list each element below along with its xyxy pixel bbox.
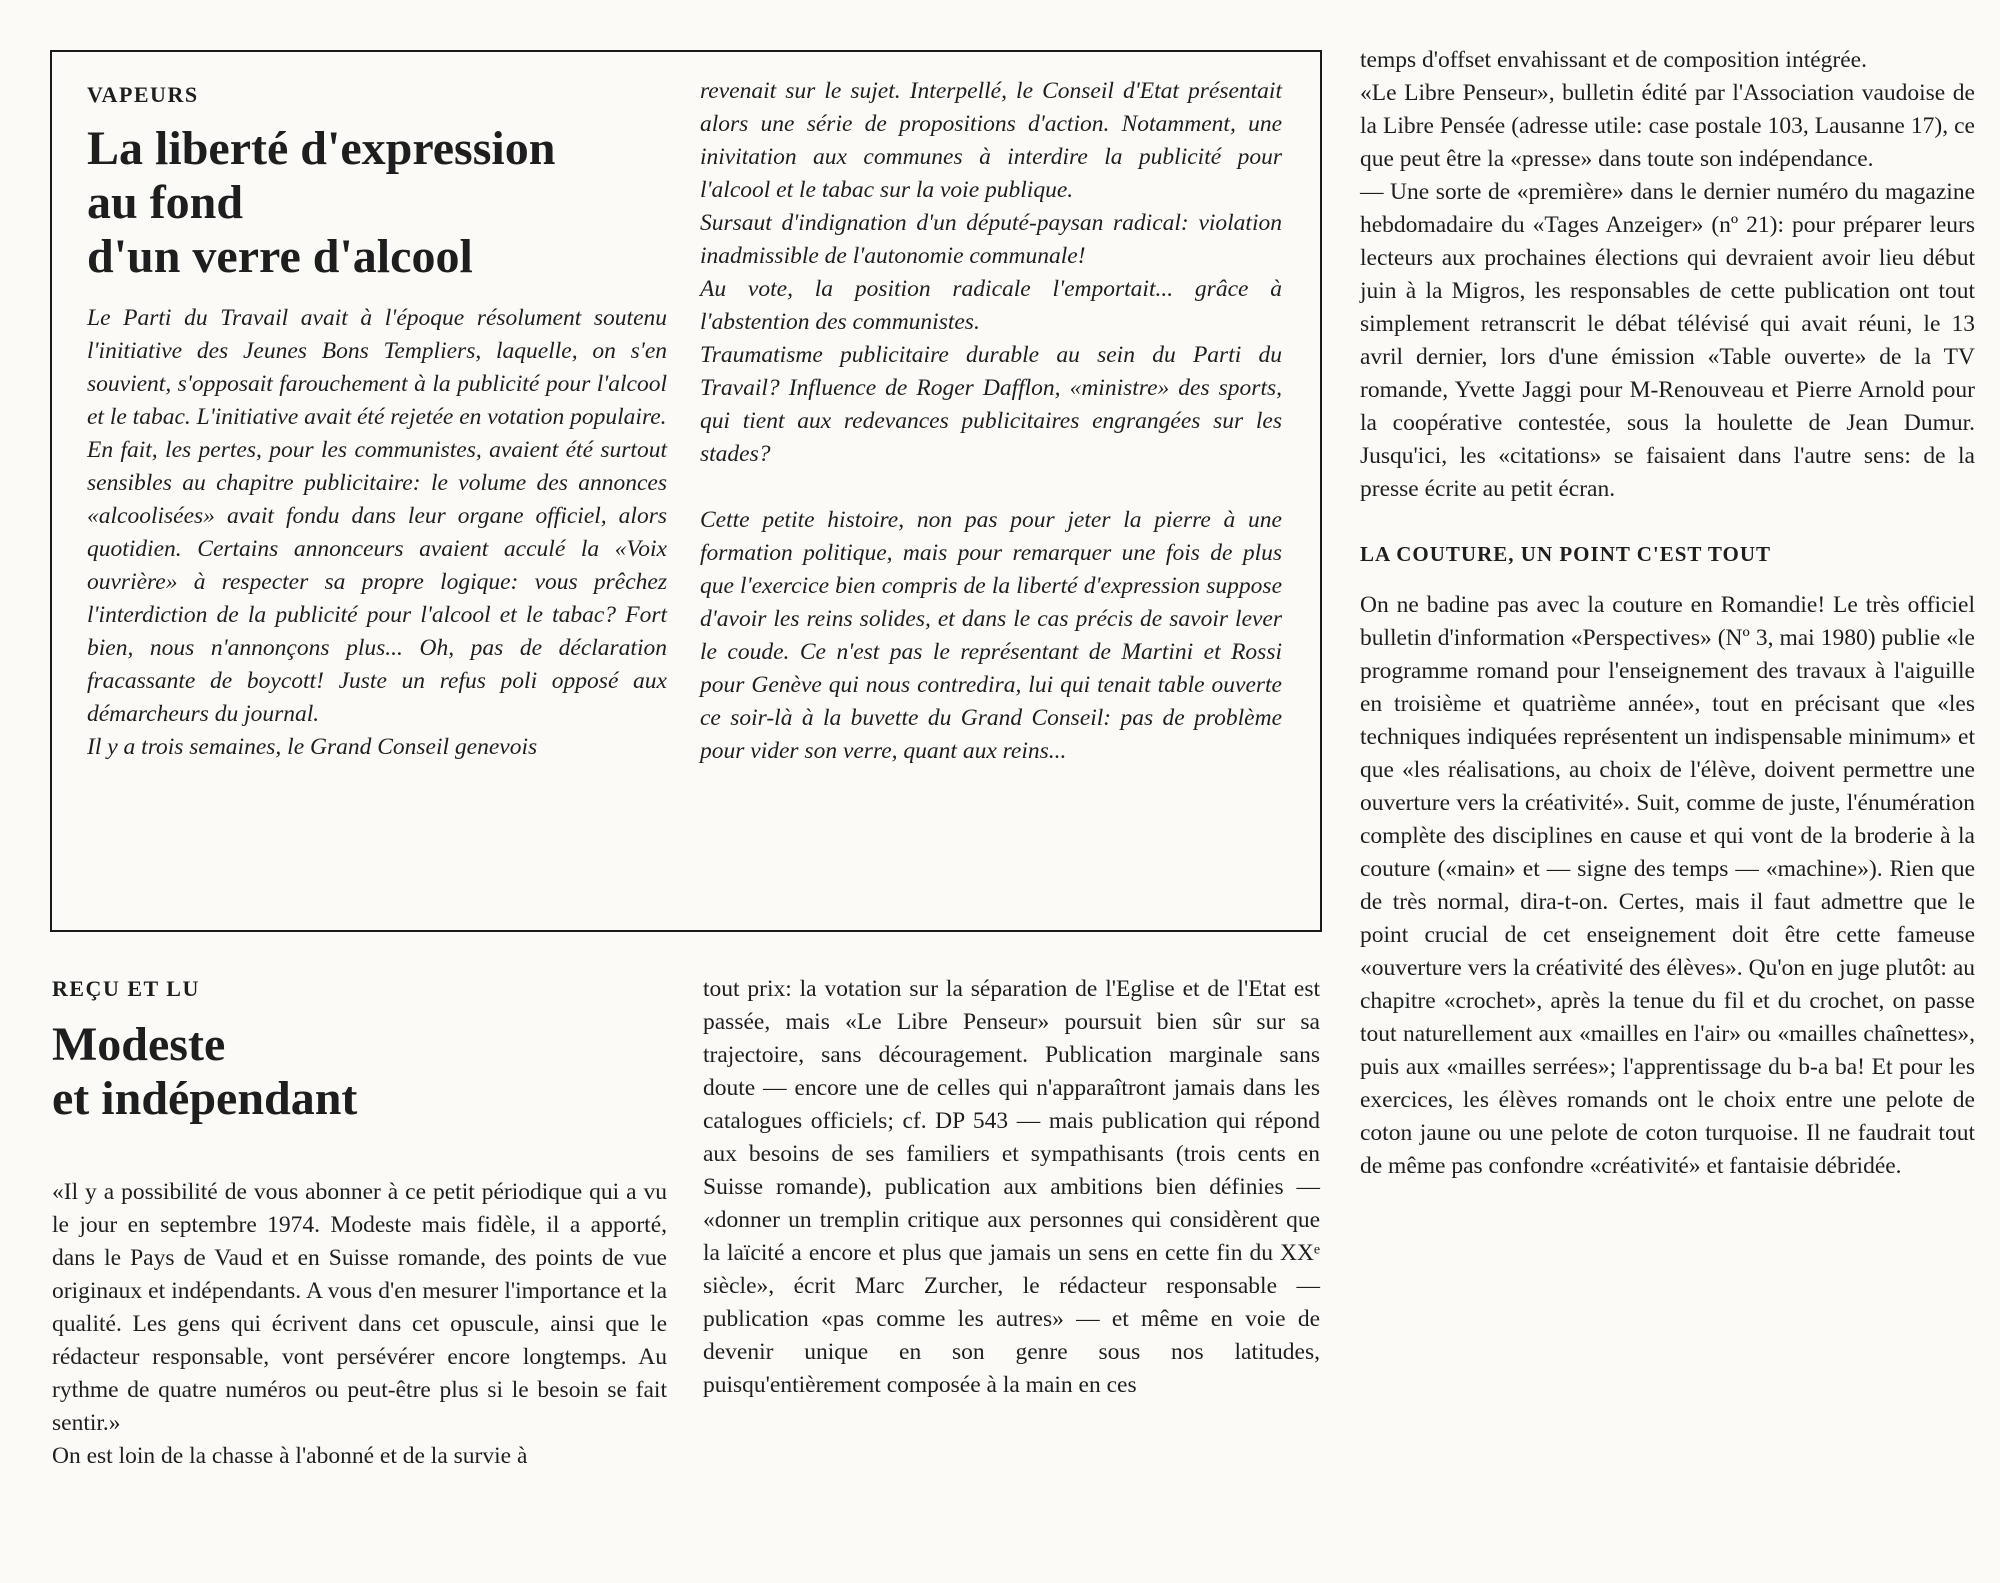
- bottom-headline: Modeste et indépendant: [52, 1018, 358, 1125]
- article-paragraph: tout prix: la votation sur la séparation de l'Eglise et de l'Etat est passée, mais «Le Libre Penseur» poursuit bien sûr sur sa trajectoire, sans découragement. Publication marginale sans doute — encore une de celles qui n'apparaîtront jamais dans les catalogues officiels; cf. DP 543 — mais publication qui répond aux besoins de ses familiers et sympathisants (trois cents en Suisse romande), publication aux ambitions bien définies — «donner un tremplin critique aux personnes qui considèrent que la laïcité a encore et plus que jamais un sens en cette fin du XXᵉ siècle», écrit Marc Zurcher, le rédacteur responsable — publication «pas comme les autres» — et même en voie de devenir unique en son genre sous nos latitudes, puisqu'entièrement composée à la main en ces: [703, 976, 1320, 1398]
- box-left-column: [87, 82, 667, 764]
- bottom-left-body: [52, 1176, 667, 1473]
- box-paragraph: Sursaut d'indignation d'un député-paysan radical: violation inadmissible de l'autonomie communale!: [700, 210, 1282, 269]
- box-paragraph: Le Parti du Travail avait à l'époque résolument soutenu l'initiative des Jeunes Bons Templiers, laquelle, on s'en souvient, s'opposait farouchement à la publicité pour l'alcool et le tabac. L'initiative avait été rejetée en votation populaire.: [87, 305, 667, 430]
- article-paragraph: On est loin de la chasse à l'abonné et de la survie à: [52, 1443, 528, 1469]
- box-left-body: [87, 302, 667, 764]
- box-paragraph: Cette petite histoire, non pas pour jeter la pierre à une formation politique, mais pour remarquer une fois de plus que l'exercice bien compris de la liberté d'expression suppose d'avoir les reins solides, et dans le cas précis de savoir lever le coude. Ce n'est pas le représentant de Martini et Rossi pour Genève qui nous contredira, lui qui tenait table ouverte ce soir-là à la buvette du Grand Conseil: pas de problème pour vider son verre, quant aux reins...: [700, 507, 1282, 764]
- section-heading: LA COUTURE, UN POINT C'EST TOUT: [1360, 542, 1772, 566]
- box-paragraph: Traumatisme publicitaire durable au sein du Parti du Travail? Influence de Roger Dafflon, «ministre» des sports, qui tient aux redevances publicitaires engrangées sur les stades?: [700, 342, 1282, 467]
- box-headline: La liberté d'expression au fond d'un verre d'alcool: [87, 122, 556, 283]
- box-paragraph: Au vote, la position radicale l'emportait... grâce à l'abstention des communistes.: [700, 276, 1282, 335]
- box-paragraph: En fait, les pertes, pour les communistes, avaient été surtout sensibles au chapitre publicitaire: le volume des annonces «alcoolisées» avait fondu dans leur organe officiel, alors quotidien. Certains annonceurs avaient acculé la «Voix ouvrière» à respecter sa propre logique: vous prêchez l'interdiction de la publicité pour l'alcool et le tabac? Fort bien, nous n'annonçons plus... Oh, pas de déclaration fracassante de boycott! Juste un refus poli opposé aux démarcheurs du journal.: [87, 437, 667, 727]
- bottom-middle-column: [703, 973, 1320, 1402]
- article-paragraph: On ne badine pas avec la couture en Romandie! Le très officiel bulletin d'information «Perspectives» (Nº 3, mai 1980) publie «le programme romand pour l'enseignement des travaux à l'aiguille en troisième et quatrième année», tout en précisant que «les techniques indiquées représentent un indispensable minimum» et que «les réalisations, au choix de l'élève, doivent permettre une ouverture vers la créativité». Suit, comme de juste, l'énumération complète des disciplines en cause et qui vont de la broderie à la couture («main» et — signe des temps — «machine»). Rien que de très normal, dira-t-on. Certes, mais il faut admettre que le point crucial de cet enseignement doit être cette fameuse «ouverture vers la créativité des élèves». Qu'on en juge plutôt: au chapitre «crochet», après la tenue du fil et du crochet, on passe tout naturellement aux «mailles en l'air» ou «mailles chaînettes», puis aux «mailles serrées»; l'apprentissage du b-a ba! Et pour les exercices, les élèves romands ont le choix entre une pelote de coton jaune ou une pelote de coton turquoise. Il ne faudrait tout de même pas confondre «créativité» et fantaisie débridée.: [1360, 592, 1975, 1179]
- article-paragraph: — Une sorte de «première» dans le dernier numéro du magazine hebdomadaire du «Tages Anzeiger» (nº 21): pour préparer leurs lecteurs aux prochaines élections qui devraient avoir lieu début juin à la Migros, les responsables de cette publication ont tout simplement retranscrit le débat télévisé qui avait réuni, le 13 avril dernier, lors d'une émission «Table ouverte» de la TV romande, Yvette Jaggi pour M-Renouveau et Pierre Arnold pour la coopérative contestée, sous la houlette de Jean Dumur. Jusqu'ici, les «citations» se faisaient dans l'autre sens: de la presse écrite au petit écran.: [1360, 179, 1975, 502]
- box-paragraph: revenait sur le sujet. Interpellé, le Conseil d'Etat présentait alors une série de propositions d'action. Notamment, une inivitation aux communes à interdire la publicité pour l'alcool et le tabac sur la voie publique.: [700, 78, 1282, 203]
- box-kicker: VAPEURS: [87, 82, 199, 107]
- article-paragraph: «Il y a possibilité de vous abonner à ce petit périodique qui a vu le jour en septembre 1974. Modeste mais fidèle, il a apporté, dans le Pays de Vaud et en Suisse romande, des points de vue originaux et indépendants. A vous d'en mesurer l'importance et la qualité. Les gens qui écrivent dans cet opuscule, ainsi que le rédacteur responsable, vont persévérer encore longtemps. Au rythme de quatre numéros ou peut-être plus si le besoin se fait sentir.»: [52, 1179, 667, 1436]
- box-right-column: [700, 75, 1282, 768]
- bottom-kicker: REÇU ET LU: [52, 976, 200, 1001]
- right-column: [1360, 44, 1975, 1183]
- bottom-left-column: [52, 976, 667, 1473]
- article-paragraph: «Le Libre Penseur», bulletin édité par l'Association vaudoise de la Libre Pensée (adresse utile: case postale 103, Lausanne 17), ce que peut être la «presse» dans toute son indépendance.: [1360, 80, 1975, 172]
- box-paragraph: Il y a trois semaines, le Grand Conseil genevois: [87, 734, 538, 760]
- article-paragraph: temps d'offset envahissant et de composition intégrée.: [1360, 47, 1867, 73]
